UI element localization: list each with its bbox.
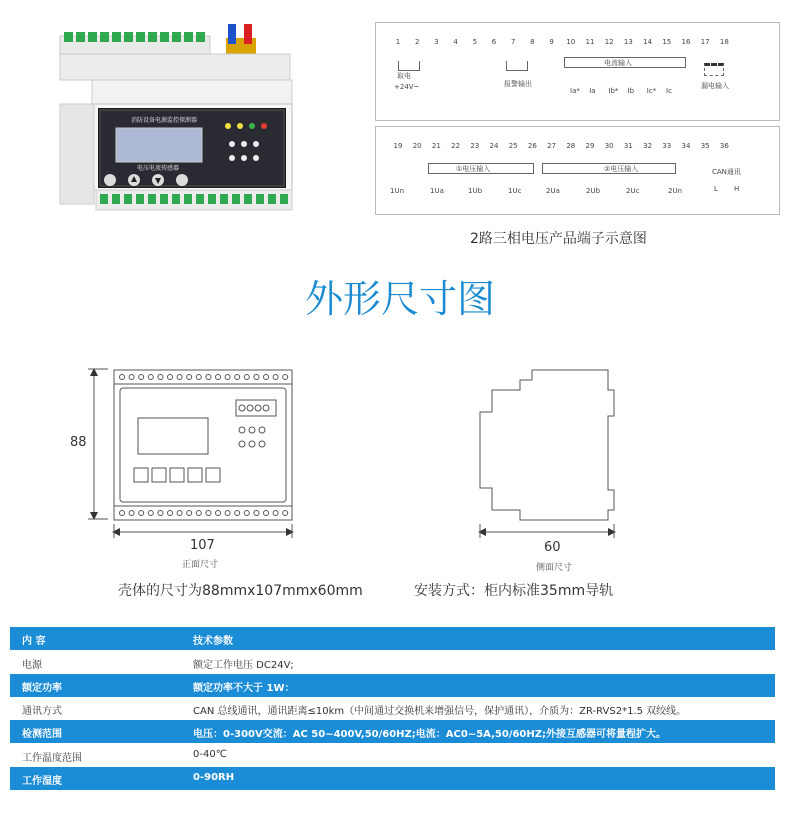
- terminal-number: 10: [566, 38, 576, 46]
- spec-row: [10, 651, 775, 675]
- terminal-number: 22: [451, 142, 461, 150]
- spec-row: [10, 697, 775, 721]
- terminal-number: 9: [549, 38, 554, 46]
- terminal-number: 24: [489, 142, 499, 150]
- current-pin-label: Ic: [666, 87, 672, 95]
- width-dimension: 107: [190, 538, 215, 553]
- leak-group-bracket: [704, 63, 724, 76]
- terminal-number: 14: [643, 38, 653, 46]
- terminal-number: 32: [643, 142, 653, 150]
- voltage-pin-label: 1Uc: [508, 187, 522, 195]
- spec-key: 额定功率: [22, 683, 62, 694]
- spec-key: 内 容: [22, 636, 46, 647]
- terminal-number: 1: [395, 38, 401, 46]
- voltage-pin-label: 2Ua: [546, 187, 560, 195]
- current-pin-label: Ic*: [646, 87, 657, 95]
- terminal-number: 2: [414, 38, 420, 46]
- alarm-group-bracket: [506, 61, 528, 71]
- spec-key: 电源: [22, 659, 42, 671]
- terminal-number: 8: [530, 38, 535, 46]
- power-voltage: +24V~: [394, 83, 420, 91]
- terminal-number: 4: [453, 38, 458, 46]
- voltage-group-2-label: ②电压输入: [604, 165, 639, 173]
- spec-key: 工作温度范围: [22, 752, 82, 764]
- voltage-pin-label: 2Ub: [586, 187, 601, 195]
- terminal-number: 13: [623, 38, 633, 46]
- device-photo: [58, 22, 294, 218]
- power-label: 取电: [397, 72, 411, 80]
- voltage-pin-label: 1Ua: [430, 187, 444, 195]
- terminal-number: 36: [719, 142, 729, 150]
- spec-key: 通讯方式: [22, 705, 62, 717]
- can-pin-l: L: [714, 185, 718, 193]
- alarm-label: 报警输出: [504, 80, 532, 88]
- voltage-pin-label: 1Ub: [468, 187, 483, 195]
- terminal-number: 30: [604, 142, 614, 150]
- terminal-number: 12: [604, 38, 614, 46]
- spec-row: [10, 767, 775, 790]
- spec-value: 电压：0-300V交流：AC 50~400V,50/60HZ;电流：AC0~5A,50/60HZ;外接互感器可将量程扩大。: [193, 729, 667, 740]
- terminal-number: 19: [393, 142, 403, 150]
- terminal-number: 23: [470, 142, 480, 150]
- terminal-number: 18: [719, 38, 729, 46]
- terminal-number: 6: [491, 38, 497, 46]
- current-pin-label: Ib: [627, 87, 635, 95]
- panel-title: 消防设备电源监控探测器: [130, 117, 198, 124]
- size-caption: 壳体的尺寸为88mmx107mmx60mm: [118, 583, 363, 599]
- terminal-diagram-bottom: [375, 126, 780, 215]
- spec-row: [10, 674, 775, 697]
- terminal-number: 27: [547, 142, 557, 150]
- spec-row: [10, 720, 775, 743]
- spec-key: 检测范围: [22, 729, 62, 740]
- terminal-number: 5: [472, 38, 478, 46]
- spec-key: 工作湿度: [22, 776, 62, 787]
- current-pin-label: Ia: [589, 87, 596, 95]
- depth-dimension: 60: [544, 540, 561, 555]
- terminal-number: 21: [431, 142, 441, 150]
- power-group-bracket: [398, 61, 420, 71]
- spec-value: 0-40℃: [193, 748, 227, 760]
- terminal-number: 11: [585, 38, 595, 46]
- height-dimension: 88: [70, 435, 87, 450]
- can-label: CAN通讯: [712, 168, 741, 176]
- terminal-number: 7: [510, 38, 516, 46]
- spec-value: 技术参数: [193, 636, 233, 647]
- install-caption: 安装方式：柜内标准35mm导轨: [414, 583, 614, 599]
- voltage-pin-label: 2Un: [668, 187, 683, 195]
- terminal-number: 34: [681, 142, 691, 150]
- voltage-group-1-label: ①电压输入: [456, 165, 491, 173]
- spec-row: [10, 627, 775, 650]
- terminal-number: 15: [662, 38, 672, 46]
- dimension-drawings: [80, 360, 640, 550]
- spec-value: 额定工作电压 DC24V;: [193, 659, 294, 671]
- spec-row: [10, 744, 775, 768]
- terminal-number: 26: [527, 142, 537, 150]
- front-view-label: 正面尺寸: [182, 560, 219, 570]
- voltage-pin-label: 2Uc: [626, 187, 640, 195]
- spec-value: CAN 总线通讯，通讯距离≤10km（中间通过交换机来增强信号，保护通讯），介质为：ZR-RVS2*1.5 双绞线。: [193, 705, 687, 717]
- terminal-number: 33: [662, 142, 672, 150]
- terminal-diagram-top: [375, 22, 780, 121]
- current-label: 电流输入: [604, 59, 632, 67]
- terminal-number: 31: [623, 142, 633, 150]
- side-view-label: 侧面尺寸: [536, 563, 573, 573]
- terminal-number: 25: [508, 142, 518, 150]
- terminal-number: 3: [434, 38, 439, 46]
- sensor-label: 电压电流传感器: [136, 165, 180, 172]
- voltage-pin-label: 1Un: [390, 187, 405, 195]
- terminal-number: 20: [412, 142, 422, 150]
- terminal-caption: 2路三相电压产品端子示意图: [470, 231, 647, 247]
- terminal-number: 28: [566, 142, 576, 150]
- current-pin-label: Ib*: [608, 87, 619, 95]
- terminal-number: 35: [700, 142, 710, 150]
- terminal-number: 17: [700, 38, 710, 46]
- terminal-number: 16: [681, 38, 691, 46]
- leak-label: 漏电输入: [701, 82, 729, 90]
- current-pin-label: Ia*: [570, 87, 580, 95]
- can-pin-h: H: [734, 185, 740, 193]
- section-title: 外形尺寸图: [304, 277, 495, 321]
- spec-value: 0-90RH: [193, 772, 235, 783]
- terminal-number: 29: [585, 142, 595, 150]
- spec-value: 额定功率不大于 1W：: [193, 683, 295, 694]
